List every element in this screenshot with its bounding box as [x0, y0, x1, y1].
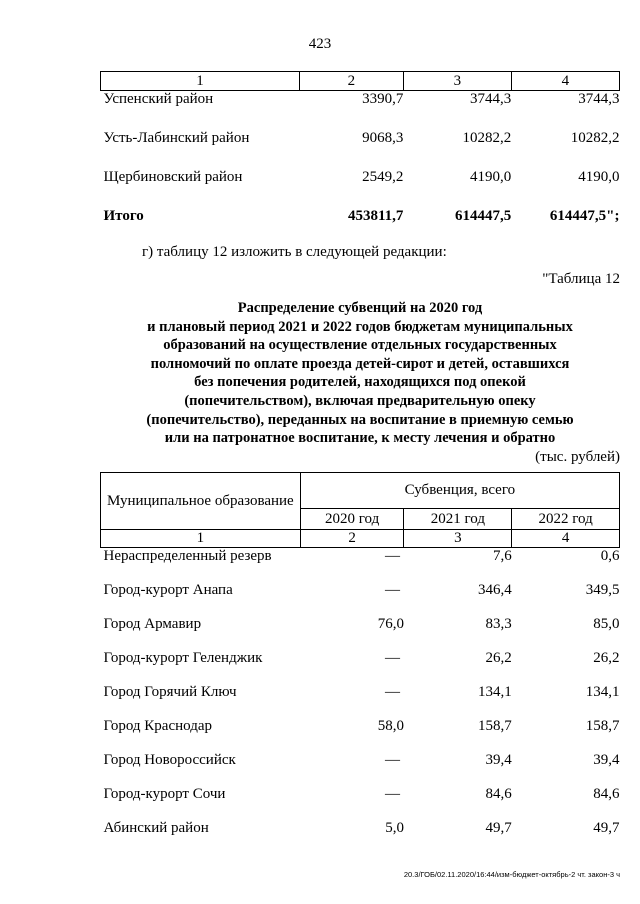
value-2020: —	[384, 548, 400, 564]
header-municipality: Муниципальное образование	[101, 473, 301, 530]
header-subvention: Субвенция, всего	[300, 473, 619, 509]
municipality-name: Щербиновский район	[103, 169, 243, 185]
value-2021: 4190,0	[470, 169, 512, 185]
header-year-2022: 2022 год	[512, 509, 620, 530]
title-line: образований на осуществление отдельных государственных	[163, 337, 557, 354]
value-2022: 10282,2	[570, 130, 620, 146]
value-2022: 134,1	[585, 684, 620, 700]
table-row	[101, 169, 620, 208]
column-index: 3	[404, 530, 512, 548]
municipality-name: Город-курорт Сочи	[103, 786, 226, 802]
table-index-row	[101, 72, 620, 91]
value-2020: 9068,3	[362, 130, 404, 146]
value-2022: 49,7	[593, 820, 620, 836]
total-row	[101, 208, 620, 247]
title-line: (попечительством), включая предварительную опеку	[184, 392, 536, 409]
total-2022: 614447,5";	[549, 208, 620, 224]
value-2021: 84,6	[485, 786, 512, 802]
table-row	[101, 684, 620, 718]
value-2021: 39,4	[485, 752, 512, 768]
total-label: Итого	[103, 208, 144, 224]
column-index: 4	[511, 72, 619, 91]
column-index: 3	[403, 72, 511, 91]
column-index: 2	[299, 72, 403, 91]
municipality-name: Город Краснодар	[103, 718, 213, 734]
continued-table	[100, 71, 620, 247]
header-year-2020: 2020 год	[300, 509, 404, 530]
value-2020: 58,0	[377, 718, 404, 734]
table-row	[101, 650, 620, 684]
value-2020: —	[384, 786, 400, 802]
value-2022: 39,4	[593, 752, 620, 768]
value-2022: 84,6	[593, 786, 620, 802]
municipality-name: Нераспределенный резерв	[103, 548, 272, 564]
value-2021: 83,3	[485, 616, 512, 632]
value-2020: —	[384, 684, 400, 700]
value-2021: 7,6	[492, 548, 512, 564]
value-2021: 134,1	[477, 684, 512, 700]
table-row	[101, 548, 620, 583]
table-title	[100, 299, 620, 448]
value-2022: 4190,0	[578, 169, 620, 185]
column-index: 1	[101, 72, 300, 91]
value-2021: 3744,3	[470, 91, 512, 107]
table-row	[101, 718, 620, 752]
value-2020: 3390,7	[362, 91, 404, 107]
municipality-name: Успенский район	[103, 91, 214, 107]
title-line: без попечения родителей, находящихся под опекой	[194, 374, 526, 391]
value-2020: —	[384, 582, 400, 598]
value-2021: 49,7	[485, 820, 512, 836]
title-line: полномочий по оплате проезда детей-сирот и детей, оставшихся	[150, 355, 570, 372]
value-2020: 5,0	[385, 820, 404, 836]
value-2022: 3744,3	[578, 91, 620, 107]
value-2022: 0,6	[600, 548, 620, 564]
title-line: и плановый период 2021 и 2022 годов бюджетам муниципальных	[147, 318, 573, 335]
title-line: или на патронатное воспитание, к месту лечения и обратно	[164, 430, 556, 447]
subvention-table	[100, 472, 620, 854]
table-row	[101, 752, 620, 786]
value-2022: 158,7	[585, 718, 620, 734]
title-line: Распределение субвенций на 2020 год	[237, 300, 483, 316]
table-row	[101, 786, 620, 820]
municipality-name: Абинский район	[103, 820, 209, 836]
table-row	[101, 582, 620, 616]
municipality-name: Усть-Лабинский район	[103, 130, 250, 146]
value-2021: 10282,2	[462, 130, 512, 146]
value-2020: —	[384, 650, 400, 666]
value-2020: 76,0	[377, 616, 404, 632]
value-2020: —	[384, 752, 400, 768]
table-row	[101, 820, 620, 854]
units-label: (тыс. рублей)	[535, 449, 620, 465]
value-2022: 349,5	[585, 582, 620, 598]
municipality-name: Город-курорт Геленджик	[103, 650, 263, 666]
municipality-name: Город Армавир	[103, 616, 202, 632]
column-index: 1	[101, 530, 301, 548]
value-2022: 26,2	[593, 650, 620, 666]
table-header-row	[101, 473, 620, 509]
page-number: 423	[308, 36, 332, 52]
municipality-name: Город-курорт Анапа	[103, 582, 233, 598]
table-index-row	[101, 530, 620, 548]
column-index: 2	[300, 530, 404, 548]
table-row	[101, 130, 620, 169]
column-index: 4	[512, 530, 620, 548]
table-row	[101, 91, 620, 131]
header-year-2021: 2021 год	[404, 509, 512, 530]
total-2020: 453811,7	[347, 208, 404, 224]
value-2021: 26,2	[485, 650, 512, 666]
value-2022: 85,0	[593, 616, 620, 632]
total-2021: 614447,5	[455, 208, 512, 224]
title-line: (попечительство), переданных на воспитание в приемную семью	[146, 411, 574, 428]
document-footer: 20.3/ГОБ/02.11.2020/16:44/изм-бюджет-октябрь-2 чт. закон-3 ч	[403, 870, 620, 879]
value-2021: 346,4	[477, 582, 512, 598]
table-label: "Таблица 12	[542, 271, 620, 287]
amendment-instruction: г) таблицу 12 изложить в следующей редакции:	[142, 244, 447, 260]
table-row	[101, 616, 620, 650]
municipality-name: Город Новороссийск	[103, 752, 236, 768]
value-2020: 2549,2	[362, 169, 404, 185]
value-2021: 158,7	[477, 718, 512, 734]
municipality-name: Город Горячий Ключ	[103, 684, 237, 700]
